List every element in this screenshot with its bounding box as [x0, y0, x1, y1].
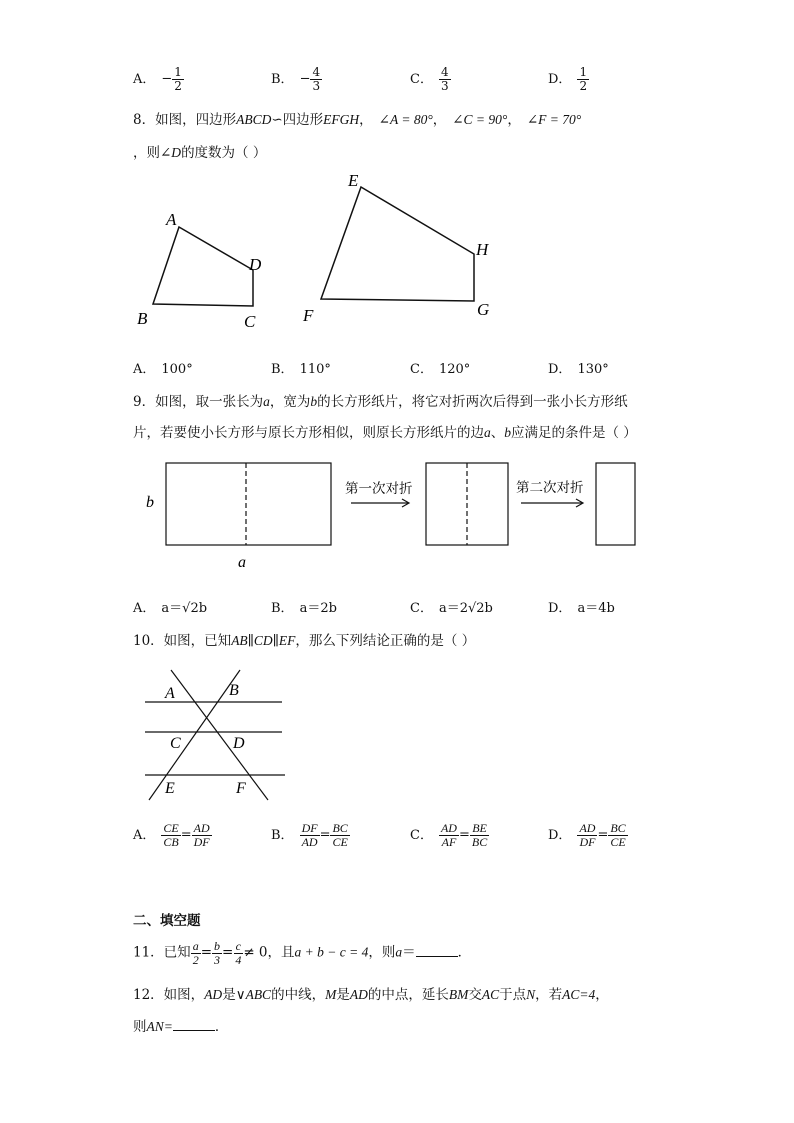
q8-quadrilateral-efgh — [321, 187, 474, 301]
label-h: H — [476, 240, 489, 259]
label-a-side: a — [238, 554, 246, 571]
q10-label-d: D — [233, 735, 245, 752]
q10-option-d[interactable]: D． $\frac{AD}{DF}$ = $\frac{BC}{CE}$ — [548, 821, 626, 849]
q10-option-a[interactable]: A． $\frac{CE}{CB}$ = $\frac{AD}{DF}$ — [133, 821, 210, 849]
q10-label-f: F — [236, 780, 246, 797]
q9-question-line2: 片，若要使小长方形与原长方形相似，则原长方形纸片的边a、b应满足的条件是（ ） — [133, 425, 637, 441]
fraction: $\frac{1}{2}$ — [579, 65, 588, 93]
q8-option-b[interactable]: B． 110° — [271, 362, 331, 377]
small-rectangle — [596, 463, 635, 545]
q10-label-a: A — [165, 685, 175, 702]
q7-option-b[interactable]: B． − $\frac{4}{3}$ — [271, 65, 321, 93]
label-a: A — [166, 210, 177, 229]
step1-label: 第一次对折 — [345, 481, 413, 497]
q7-option-d[interactable]: D． $\frac{1}{2}$ — [548, 65, 588, 93]
fraction: $\frac{1}{2}$ — [174, 65, 182, 93]
label-g: G — [477, 300, 490, 319]
q12-question-line1: 12．如图，AD是∨ABC的中线，M是AD的中点，延长BM交AC于点N，若AC=4， — [133, 987, 609, 1003]
fraction: $\frac{4}{3}$ — [312, 65, 321, 93]
label-f: F — [303, 306, 314, 325]
q9-paper-figure — [166, 463, 635, 545]
label-c: C — [244, 312, 256, 331]
original-rectangle — [166, 463, 331, 545]
answer-blank[interactable] — [173, 1018, 215, 1031]
q10-option-c[interactable]: C． $\frac{AD}{AF}$ = $\frac{BE}{BC}$ — [410, 821, 488, 849]
q9-question-line1: 9．如图，取一张长为a，宽为b的长方形纸片，将它对折两次后得到一张小长方形纸 — [133, 394, 628, 410]
q9-option-a[interactable]: A． a＝√2b — [133, 601, 208, 616]
q10-question: 10．如图，已知AB∥CD∥EF，那么下列结论正确的是（ ） — [133, 633, 476, 649]
q8-option-a[interactable]: A． 100° — [133, 362, 193, 377]
label-e: E — [348, 171, 359, 190]
transversal-2 — [149, 670, 240, 800]
q8-question-line1: 8．如图，四边形ABCD∽四边形EFGH， ∠A = 80°， ∠C = 90°， ∠F = 70° — [133, 112, 582, 128]
fraction: $\frac{4}{3}$ — [440, 65, 449, 93]
q9-option-d[interactable]: D． a＝4b — [548, 601, 615, 616]
step2-label: 第二次对折 — [516, 480, 584, 496]
label-b: B — [137, 309, 148, 328]
section-title: 二、填空题 — [133, 913, 201, 929]
transversal-1 — [171, 670, 268, 800]
q7-option-a[interactable]: A． − $\frac{1}{2}$ — [133, 65, 182, 93]
q11-question: 11．已知 $\frac{a}{2}$ = $\frac{b}{3}$ = $\frac{c}{4}$ ≠ 0，且a + b − c = 4，则a＝ ． — [133, 939, 472, 967]
q7-option-c[interactable]: C． $\frac{4}{3}$ — [410, 65, 449, 93]
q8-quadrilateral-abcd — [153, 227, 253, 306]
q9-option-b[interactable]: B． a＝2b — [271, 601, 337, 616]
answer-blank[interactable] — [416, 944, 458, 957]
q9-option-c[interactable]: C． a＝2√2b — [410, 601, 493, 616]
q10-label-e: E — [165, 780, 175, 797]
label-b-side: b — [146, 494, 154, 511]
q10-option-b[interactable]: B． $\frac{DF}{AD}$ = $\frac{BC}{CE}$ — [271, 821, 348, 849]
q12-question-line2: 则AN= ． — [133, 1019, 229, 1035]
q10-label-c: C — [170, 735, 181, 752]
q10-label-b: B — [229, 682, 239, 699]
q8-option-d[interactable]: D． 130° — [548, 362, 609, 377]
label-d: D — [249, 255, 262, 274]
q8-question-line2: ，则∠D的度数为（ ） — [133, 145, 267, 161]
q8-option-c[interactable]: C． 120° — [410, 362, 471, 377]
